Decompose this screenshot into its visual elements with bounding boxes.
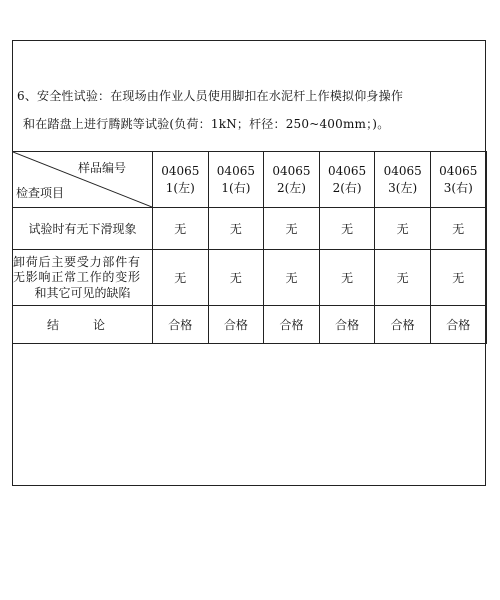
conclusion-cell: 合格 bbox=[208, 306, 264, 344]
intro-line-2: 和在踏盘上进行腾跳等试验(负荷：1kN；杆径：250~400mm；)。 bbox=[23, 117, 390, 131]
conclusion-cell: 合格 bbox=[430, 306, 486, 344]
sample-header-cell bbox=[208, 152, 264, 208]
intro-line-1: 6、安全性试验：在现场由作业人员使用脚扣在水泥杆上作模拟仰身操作 bbox=[17, 89, 404, 103]
sample-position: 3(右) bbox=[443, 180, 473, 195]
sample-position: 2(左) bbox=[276, 180, 306, 195]
sample-id: 04065 bbox=[161, 163, 200, 178]
row-label-deformation-check bbox=[13, 250, 153, 306]
result-cell: 无 bbox=[375, 208, 431, 250]
conclusion-cell: 合格 bbox=[153, 306, 209, 344]
result-cell: 无 bbox=[430, 250, 486, 306]
label-line: 和其它可见的缺陷 bbox=[34, 285, 131, 300]
inspection-item-header: 检查项目 bbox=[16, 186, 65, 200]
label-line: 无影响正常工作的变形 bbox=[13, 269, 140, 284]
result-cell: 无 bbox=[153, 208, 209, 250]
sample-position: 1(左) bbox=[165, 180, 195, 195]
conclusion-label-char: 论 bbox=[92, 317, 105, 332]
result-cell: 无 bbox=[319, 208, 375, 250]
document-frame bbox=[12, 40, 486, 486]
table-row bbox=[13, 208, 487, 250]
inspection-table bbox=[12, 151, 487, 344]
sample-id: 04065 bbox=[216, 163, 255, 178]
sample-header-cell bbox=[153, 152, 209, 208]
sample-header-cell bbox=[375, 152, 431, 208]
conclusion-cell: 合格 bbox=[264, 306, 320, 344]
conclusion-cell: 合格 bbox=[375, 306, 431, 344]
sample-id: 04065 bbox=[439, 163, 478, 178]
sample-id: 04065 bbox=[383, 163, 422, 178]
sample-position: 2(右) bbox=[332, 180, 362, 195]
result-cell: 无 bbox=[208, 208, 264, 250]
conclusion-row bbox=[13, 306, 487, 344]
label-line: 卸荷后主要受力部件有 bbox=[13, 254, 140, 269]
result-cell: 无 bbox=[375, 250, 431, 306]
sample-id: 04065 bbox=[272, 163, 311, 178]
result-cell: 无 bbox=[319, 250, 375, 306]
result-cell: 无 bbox=[430, 208, 486, 250]
sample-id: 04065 bbox=[327, 163, 367, 178]
sample-number-header: 样品编号 bbox=[77, 161, 126, 175]
result-cell: 无 bbox=[264, 208, 320, 250]
result-cell: 无 bbox=[264, 250, 320, 306]
result-cell: 无 bbox=[208, 250, 264, 306]
result-cell: 无 bbox=[153, 250, 209, 306]
conclusion-label-char: 结 bbox=[47, 317, 60, 332]
sample-header-cell bbox=[430, 152, 486, 208]
sample-position: 1(右) bbox=[221, 180, 251, 195]
row-label-slip-test: 试验时有无下滑现象 bbox=[13, 208, 153, 250]
table-row bbox=[13, 250, 487, 306]
sample-header-cell bbox=[319, 152, 375, 208]
diagonal-header-cell bbox=[13, 152, 153, 208]
sample-position: 3(左) bbox=[388, 180, 418, 195]
conclusion-label-cell bbox=[13, 306, 153, 344]
sample-header-cell bbox=[264, 152, 320, 208]
table-header-row bbox=[13, 152, 487, 208]
conclusion-cell: 合格 bbox=[319, 306, 375, 344]
